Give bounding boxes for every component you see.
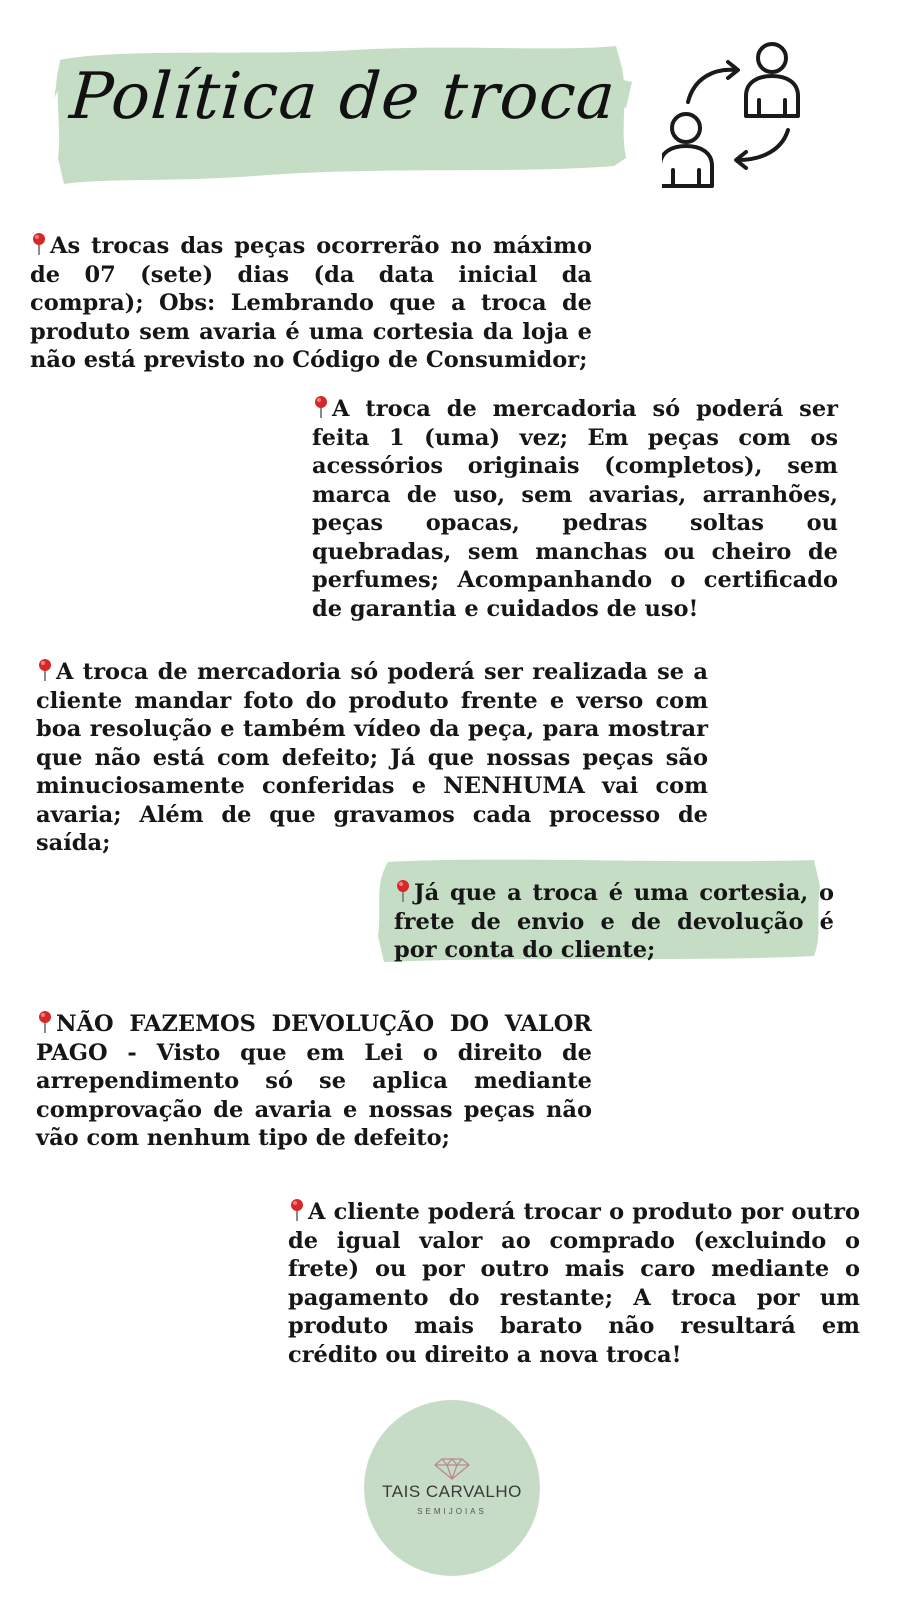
policy-text-5: NÃO FAZEMOS DEVOLUÇÃO DO VALOR PAGO - Visto que em Lei o direito de arrependimento só se aplica mediante comprovação de avaria e nossas peças não vão com nenhum tipo de defeito; xyxy=(36,1011,592,1151)
map-pin-icon xyxy=(288,1198,306,1222)
policy-paragraph-4 xyxy=(394,879,834,965)
people-exchange-icon xyxy=(662,36,822,196)
diamond-icon xyxy=(434,1458,470,1480)
policy-text-1: As trocas das peças ocorrerão no máximo de 07 (sete) dias (da data inicial da compra); Obs: Lembrando que a troca de produto sem avaria é uma cortesia da loja e não está previsto no Código de Consumidor; xyxy=(30,233,592,373)
map-pin-icon xyxy=(36,1010,54,1034)
policy-paragraph-3 xyxy=(36,658,708,858)
policy-text-6: A cliente poderá trocar o produto por outro de igual valor ao comprado (excluindo o frete) ou por outro mais caro mediante o pagamento do restante; A troca por um produto mais barato não resultará em crédito ou direito a nova troca! xyxy=(288,1199,860,1368)
policy-paragraph-5 xyxy=(36,1010,592,1153)
map-pin-icon xyxy=(36,658,54,682)
page-title-block xyxy=(54,38,634,188)
brand-logo xyxy=(364,1400,540,1576)
map-pin-icon xyxy=(30,232,48,256)
brand-name: TAIS CARVALHO xyxy=(382,1482,522,1501)
policy-text-2: A troca de mercadoria só poderá ser feita 1 (uma) vez; Em peças com os acessórios originais (completos), sem marca de uso, sem avarias, arranhões, peças opacas, pedras soltas ou quebradas, sem manchas ou cheiro de perfumes; Acompanhando o certificado de garantia e cuidados de uso! xyxy=(312,396,838,622)
brand-subtitle: SEMIJOIAS xyxy=(417,1507,487,1516)
policy-text-3: A troca de mercadoria só poderá ser realizada se a cliente mandar foto do produto frente e verso com boa resolução e também vídeo da peça, para mostrar que não está com defeito; Já que nossas peças são minuciosamente conferidas e NENHUMA vai com avaria; Além de que gravamos cada processo de saída; xyxy=(36,659,708,856)
policy-paragraph-2 xyxy=(312,395,838,623)
policy-paragraph-1 xyxy=(30,232,592,375)
page-title: Política de troca xyxy=(67,60,619,134)
policy-paragraph-6 xyxy=(288,1198,860,1369)
map-pin-icon xyxy=(394,879,412,903)
policy-text-4: Já que a troca é uma cortesia, o frete de envio e de devolução é por conta do cliente; xyxy=(394,880,834,963)
map-pin-icon xyxy=(312,395,330,419)
